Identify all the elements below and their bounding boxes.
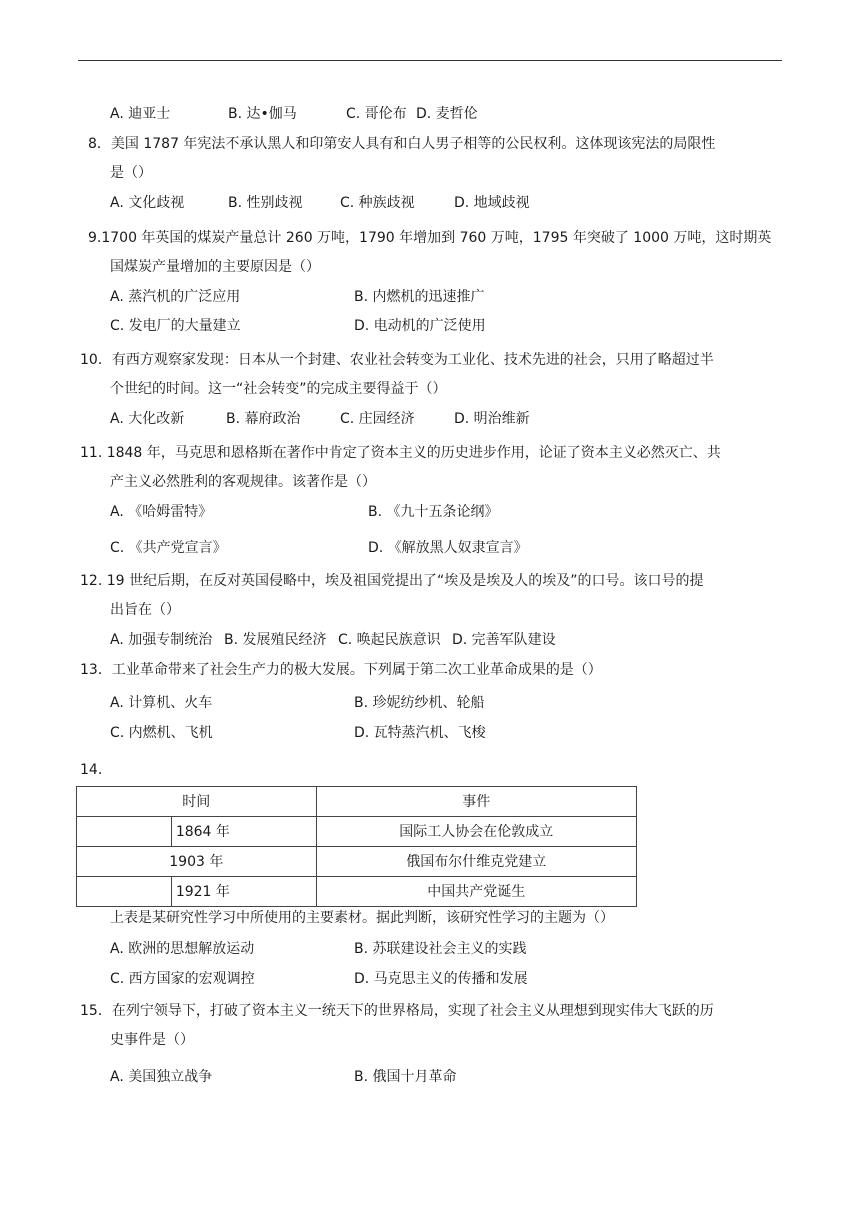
q8-option-b[interactable]: B. 性别歧视 [228,195,303,211]
q15-stem-line1: 15．在列宁领导下，打破了资本主义一统天下的世界格局，实现了社会主义从理想到现实伟大飞跃的历 [80,1003,714,1019]
header-rule [78,60,782,61]
q12-stem-line1: 12. 19 世纪后期，在反对英国侵略中，埃及祖国党提出了“埃及是埃及人的埃及”的口号。该口号的提 [80,573,704,589]
q12-stem-line2: 出旨在（） [110,602,180,618]
table-cell-empty [77,877,172,907]
q10-option-a[interactable]: A. 大化改新 [110,411,185,427]
q7-option-d[interactable]: D. 麦哲伦 [416,106,478,122]
table-row [77,817,637,847]
q14-table [76,786,637,907]
q9-option-a[interactable]: A. 蒸汽机的广泛应用 [110,289,241,305]
q10-option-d[interactable]: D. 明治维新 [454,411,530,427]
table-header-event: 事件 [316,787,636,817]
q8-option-d[interactable]: D. 地域歧视 [454,195,530,211]
table-cell-year: 1921 年 [171,877,316,907]
table-header-time: 时间 [77,787,317,817]
q11-option-b[interactable]: B. 《九十五条论纲》 [368,504,499,520]
q7-option-b[interactable]: B. 达•伽马 [228,106,297,122]
q10-option-c[interactable]: C. 庄园经济 [340,411,415,427]
q9-option-b[interactable]: B. 内燃机的迅速推广 [354,289,485,305]
q14-option-a[interactable]: A. 欧洲的思想解放运动 [110,941,255,957]
table-cell-year: 1903 年 [77,847,317,877]
q11-stem-line2: 产主义必然胜利的客观规律。该著作是（） [110,474,376,490]
table-row [77,847,637,877]
q9-option-c[interactable]: C. 发电厂的大量建立 [110,318,241,334]
q8-option-a[interactable]: A. 文化歧视 [110,195,185,211]
table-row [77,877,637,907]
q11-option-c[interactable]: C. 《共产党宣言》 [110,540,227,556]
q10-stem-line1: 10．有西方观察家发现：日本从一个封建、农业社会转变为工业化、技术先进的社会，只用了略超过半 [80,352,714,368]
q14-option-d[interactable]: D. 马克思主义的传播和发展 [354,971,528,987]
table-cell-event: 国际工人协会在伦敦成立 [316,817,636,847]
q15-stem-line2: 史事件是（） [110,1032,194,1048]
q13-option-c[interactable]: C. 内燃机、飞机 [110,725,213,741]
q7-option-c[interactable]: C. 哥伦布 [346,106,407,122]
q8-stem-line1: 8．美国 1787 年宪法不承认黑人和印第安人具有和白人男子相等的公民权利。这体现该宪法的局限性 [88,136,716,152]
q13-option-d[interactable]: D. 瓦特蒸汽机、飞梭 [354,725,486,741]
q8-stem-line2: 是（） [110,165,152,181]
q15-option-a[interactable]: A. 美国独立战争 [110,1069,213,1085]
q14-number: 14. [80,762,103,778]
q13-option-a[interactable]: A. 计算机、火车 [110,695,213,711]
table-cell-year: 1864 年 [171,817,316,847]
q12-option-c[interactable]: C. 唤起民族意识 [338,632,441,648]
q10-stem-line2: 个世纪的时间。这一“社会转变”的完成主要得益于（） [110,381,447,397]
q9-stem-line2: 国煤炭产量增加的主要原因是（） [110,259,320,275]
q10-option-b[interactable]: B. 幕府政治 [226,411,301,427]
q9-stem-line1: 9.1700 年英国的煤炭产量总计 260 万吨，1790 年增加到 760 万吨，1795 年突破了 1000 万吨，这时期英 [88,230,772,246]
table-cell-event: 俄国布尔什维克党建立 [316,847,636,877]
q15-option-b[interactable]: B. 俄国十月革命 [354,1069,457,1085]
q12-option-b[interactable]: B. 发展殖民经济 [224,632,327,648]
q12-option-d[interactable]: D. 完善军队建设 [452,632,556,648]
table-header-row [77,787,637,817]
q9-option-d[interactable]: D. 电动机的广泛使用 [354,318,486,334]
q14-option-b[interactable]: B. 苏联建设社会主义的实践 [354,941,527,957]
q13-option-b[interactable]: B. 珍妮纺纱机、轮船 [354,695,485,711]
q12-option-a[interactable]: A. 加强专制统治 [110,632,213,648]
q8-option-c[interactable]: C. 种族歧视 [340,195,415,211]
q14-stem-line1: 上表是某研究性学习中所使用的主要素材。据此判断，该研究性学习的主题为（） [110,910,614,926]
q11-option-d[interactable]: D. 《解放黑人奴隶宣言》 [368,540,528,556]
q14-option-c[interactable]: C. 西方国家的宏观调控 [110,971,255,987]
q11-option-a[interactable]: A. 《哈姆雷特》 [110,504,213,520]
q11-stem-line1: 11. 1848 年，马克思和恩格斯在著作中肯定了资本主义的历史进步作用，论证了资本主义必然灭亡、共 [80,445,721,461]
q13-stem-line1: 13．工业革命带来了社会生产力的极大发展。下列属于第二次工业革命成果的是（） [80,662,602,678]
q7-option-a[interactable]: A. 迪亚士 [110,106,171,122]
table-cell-event: 中国共产党诞生 [316,877,636,907]
table-cell-empty [77,817,172,847]
